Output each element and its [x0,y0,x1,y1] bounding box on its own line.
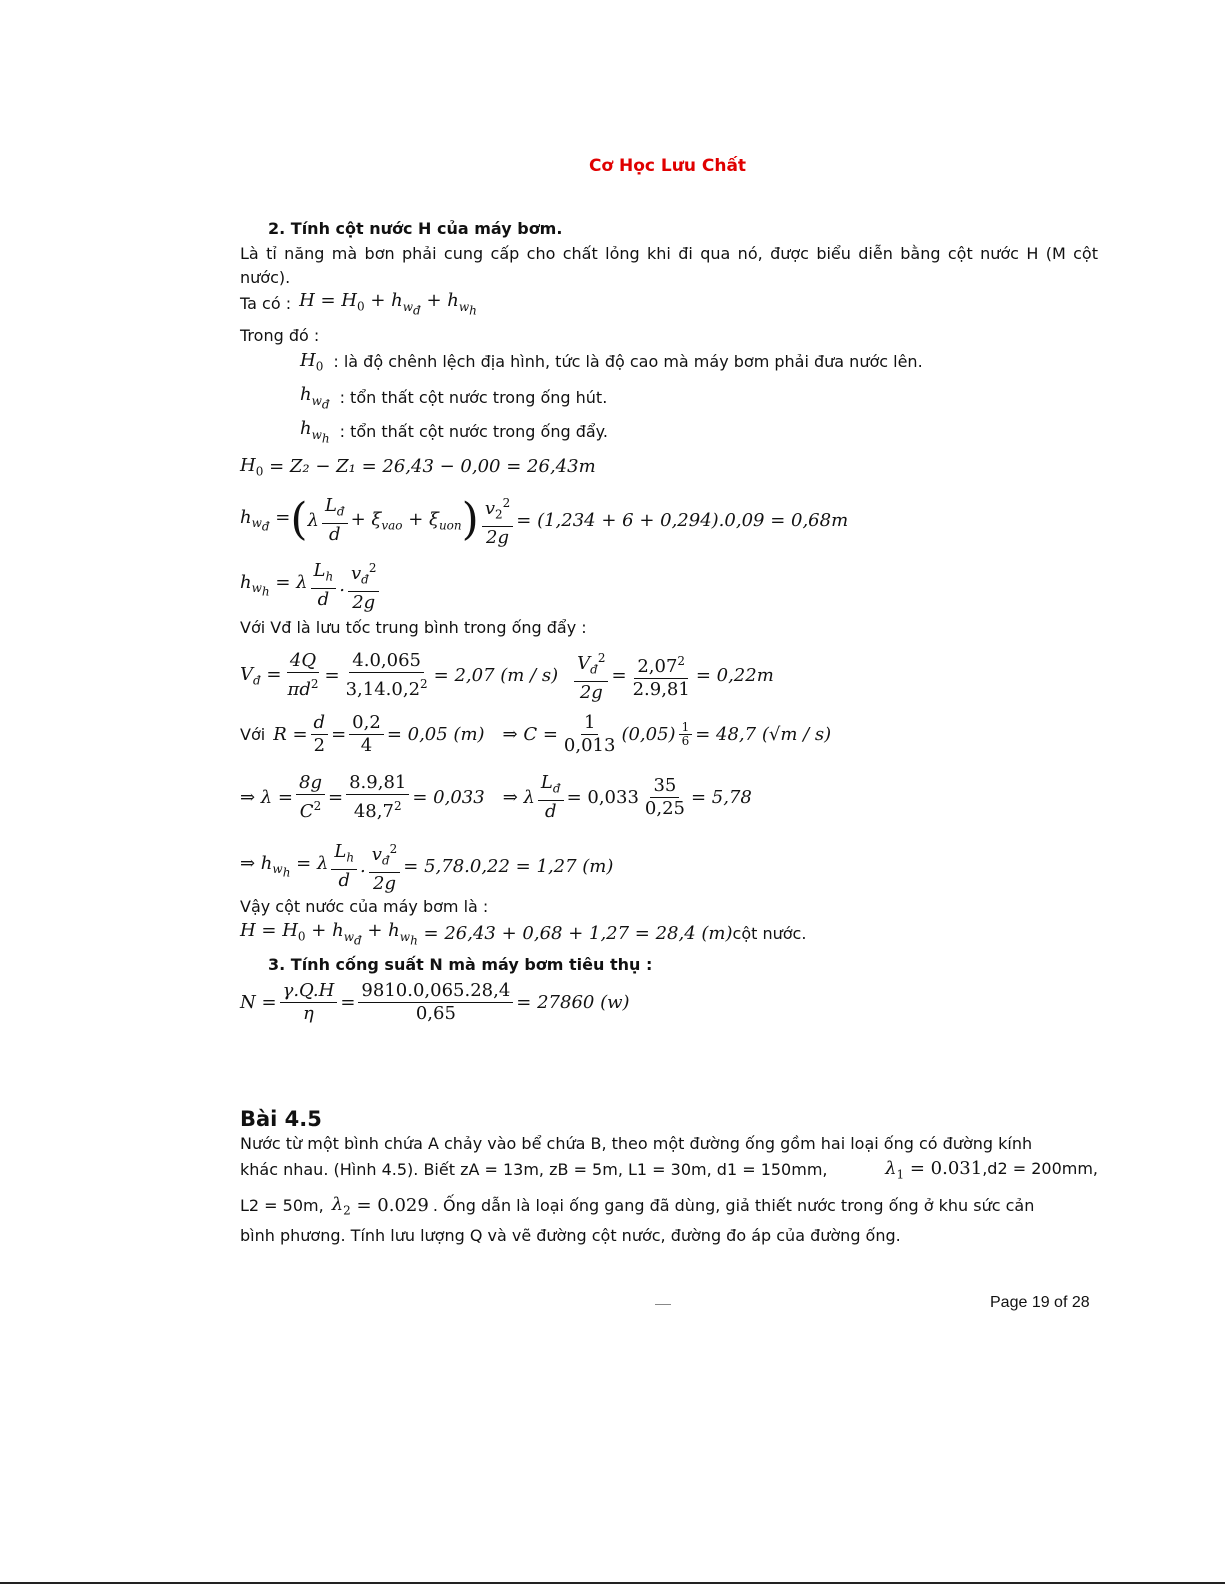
definition-hwh-text: : tổn thất cột nước trong ống đẩy. [339,421,608,441]
equation-N-numerator: 9810.0,065.28,4 [358,980,513,1003]
equation-C-base: (0,05) [621,724,676,745]
equation-vd-value: = 2,07 (m / s) [433,664,559,686]
equation-C-value: = 48,7 (√m / s) [695,724,832,745]
voi-label: Với [240,725,266,744]
equation-lambda: ⇒ λ = $\frac{8g}{C^2}$ = $\frac{8.9,81}{48,7^2}$ = 0,033 ⇒ λ $\frac{L_đ}{d}$ = 0,033 $\frac{35}{0,25}$ = 5,78 [240,772,752,822]
ta-co-label: Ta có : [240,293,292,313]
equation-hwd-result: = (1,234 + 6 + 0,294).0,09 = 0,68m [516,509,849,531]
equation-hwh-value: = 5,78.0,22 = 1,27 (m) [403,855,614,877]
exercise-line-4: bình phương. Tính lưu lượng Q và vẽ đường cột nước, đường đo áp của đường ống. [240,1226,901,1245]
equation-H0-value: = Z₂ − Z₁ = 26,43 − 0,00 = 26,43m [269,456,596,478]
equation-R-value: = 0,05 (m) [386,724,485,745]
definition-hwd: $h_{w_đ}$ : tổn thất cột nước trong ống hút. [300,384,608,411]
equation-R-C: Với R = $\frac{d}{2}$ = $\frac{0,2}{4}$ = 0,05 (m) ⇒ C = $\frac{1}{0,013}$ (0,05) $\frac{1}{6}$ = 48,7 (√m / s) [240,712,832,756]
lambda1-value: = 0.031 [909,1158,983,1179]
definition-H0-text: : là độ chênh lệch địa hình, tức là độ cao mà máy bơm phải đưa nước lên. [333,352,923,372]
exercise-line-2a: khác nhau. (Hình 4.5). Biết zA = 13m, zB = 5m, L1 = 30m, d1 = 150mm, [240,1160,828,1180]
exercise-line-3: L2 = 50m, $\lambda_2$ = 0.029 . Ống dẫn là loại ống gang đã dùng, giả thiết nước trong ống ở khu sức cản [240,1194,1035,1218]
vay-text: Vậy cột nước của máy bơm là : [240,897,489,916]
equation-H0: $H_0$ = Z₂ − Z₁ = 26,43 − 0,00 = 26,43m [240,455,596,479]
equation-H: Ta có : $H = H_0 + h_{w_đ} + h_{w_h}$ [240,290,477,317]
definition-H0: $H_0$ : là độ chênh lệch địa hình, tức là độ cao mà máy bơm phải đưa nước lên. [300,350,923,374]
definition-hwd-text: : tổn thất cột nước trong ống hút. [339,387,608,407]
trong-do-label: Trong đó : [240,326,320,345]
section-2-heading: 2. Tính cột nước H của máy bơm. [268,219,563,238]
equation-lambda-value: = 0,033 [412,787,485,808]
equation-H-final: $H = H_0 + h_{w_đ} + h_{w_h}$ = 26,43 + 0,68 + 1,27 = 28,4 (m) cột nước. [240,920,807,947]
lambda2-value: = 0.029 [356,1195,429,1217]
page-header-title: Cơ Học Lưu Chất [588,156,747,176]
exercise-line-3a: L2 = 50m, [240,1196,324,1216]
equation-H-final-value: = 26,43 + 0,68 + 1,27 = 28,4 (m) [423,922,733,944]
cot-nuoc-text: cột nước. [732,923,807,943]
equation-N: N = $\frac{\gamma.Q.H}{\eta}$ = $\frac{9810.0,065.28,4}{0,65}$ = 27860 (w) [240,980,630,1024]
definition-hwh: $h_{w_h}$ : tổn thất cột nước trong ống đẩy. [300,418,608,445]
exercise-line-2: khác nhau. (Hình 4.5). Biết zA = 13m, zB = 5m, L1 = 30m, d1 = 150mm, $\lambda_1 = 0.031,d2 = 200mm$, [240,1158,1098,1182]
equation-N-result: = 27860 (w) [516,992,630,1013]
equation-lambda2-value: = 5,78 [690,787,752,808]
equation-N-denominator: 0,65 [415,1003,456,1024]
voi-vd-text: Với Vđ là lưu tốc trung bình trong ống đẩy : [240,618,587,637]
footer-divider [655,1304,671,1305]
section-2-intro: Là tỉ năng mà bơn phải cung cấp cho chất lỏng khi đi qua nó, được biểu diễn bằng cột nước H (M cột nước). [240,244,1098,287]
equation-hwh: $h_{w_h} = \lambda$ $\frac{L_h}{d}$ . $\frac{v_đ^2}{2g}$ [240,557,382,614]
page-number: Page 19 of 28 [990,1294,1090,1311]
section-3-heading: 3. Tính cống suất N mà máy bơm tiêu thụ : [268,955,653,974]
equation-vd: $V_đ$ = $\frac{4Q}{\pi d^2}$ = $\frac{4.0,065}{3,14.0,2^2}$ = 2,07 (m / s) $\frac{V_đ^2}{2g}$ = $\frac{2,07^2}{2.9,81}$ = 0,22m [240,647,774,704]
exercise-line-3b: . Ống dẫn là loại ống gang đã dùng, giả thiết nước trong ống ở khu sức cản [432,1196,1035,1216]
exercise-title: Bài 4.5 [240,1107,322,1131]
equation-hwd: $h_{w_đ}$ = ( λ $\frac{L_đ}{d}$ + $\xi_{vao} + \xi_{uon}$ ) $\frac{v_2^2}{2g}$ = (1,234 + 6 + 0,294).0,09 = 0,68m [240,492,848,549]
exercise-line-2b: ,d2 = 200mm, [982,1159,1098,1178]
equation-hwh-result: ⇒ $h_{w_h} = \lambda$ $\frac{L_h}{d}$ . $\frac{v_đ^2}{2g}$ = 5,78.0,22 = 1,27 (m) [240,838,613,895]
exercise-line-1: Nước từ một bình chứa A chảy vào bể chứa B, theo một đường ống gồm hai loại ống có đường kính [240,1134,1033,1153]
page-bottom-border [0,1582,1225,1584]
equation-vd2-value: = 0,22m [695,664,774,686]
